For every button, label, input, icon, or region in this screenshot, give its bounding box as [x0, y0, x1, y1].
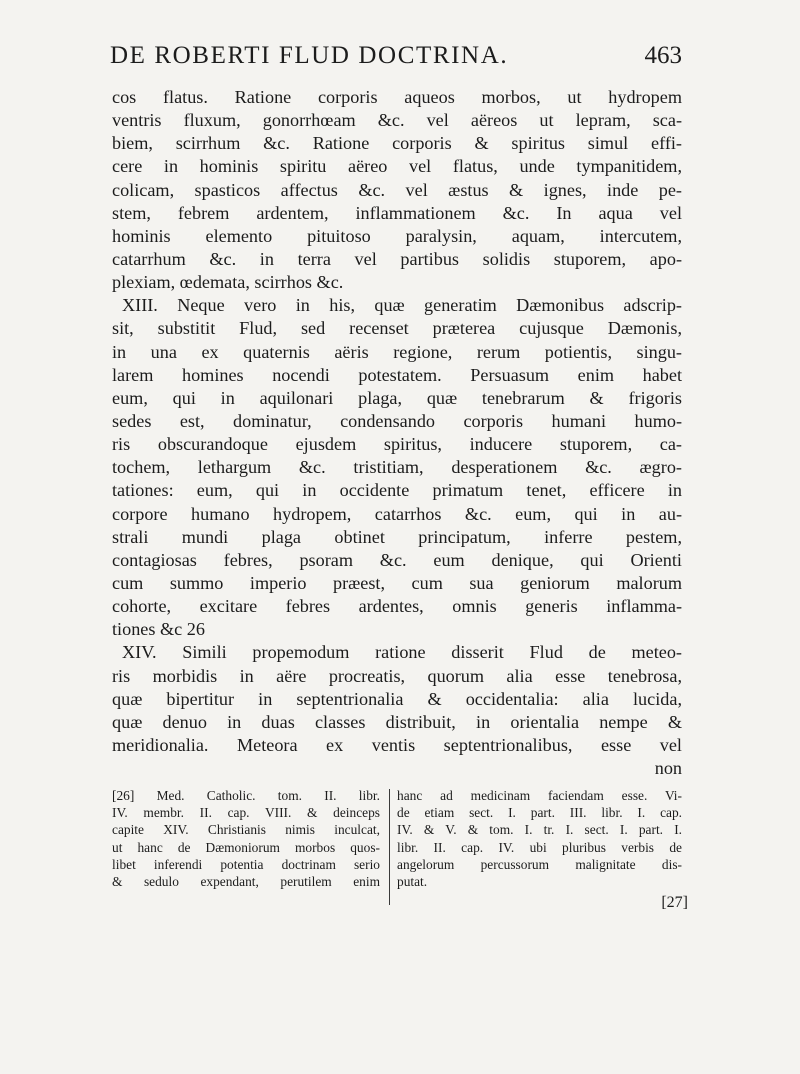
footnote-line: hanc ad medicinam faciendam esse. Vi- [397, 788, 682, 803]
text-line: tochem, lethargum &c. tristitiam, desperationem &c. ægro- [112, 457, 682, 478]
text-line: sit, substitit Flud, sed recenset præterea cujusque Dæmonis, [112, 318, 682, 339]
text-line: in una ex quaternis aëris regione, rerum potientis, singu- [112, 341, 682, 362]
text-line: plexiam, œdemata, scirrhos &c. [112, 272, 344, 293]
text-line: colicam, spasticos affectus &c. vel æstus & ignes, inde pe- [112, 179, 682, 200]
footnote-line: de etiam sect. I. part. III. libr. I. cap. [397, 805, 682, 821]
text-line: catarrhum &c. in terra vel partibus solidis stuporem, apo- [112, 248, 682, 269]
footnote-line: IV. membr. II. cap. VIII. & deinceps [112, 805, 380, 821]
text-line: cum summo imperio præest, cum sua geniorum malorum [112, 572, 682, 593]
text-line: non [654, 758, 682, 779]
footnote-line: [26] Med. Catholic. tom. II. libr. [112, 788, 380, 803]
footnote-line: libet inferendi potentia doctrinam serio [112, 856, 380, 872]
section-start-xiii: XIII. Neque vero in his, quæ generatim Dæmonibus adscrip- [122, 295, 682, 316]
page-number: 463 [644, 42, 682, 69]
text-line: ris morbidis in aëre procreatis, quorum alia esse tenebrosa, [112, 665, 682, 686]
footnote-line: capite XIV. Christianis nimis inculcat, [112, 822, 380, 838]
text-line: tationes: eum, qui in occidente primatum tenet, efficere in [112, 480, 682, 501]
text-line: eum, qui in aquilonari plaga, quæ tenebrarum & frigoris [112, 387, 682, 408]
text-line: biem, scirrhum &c. Ratione corporis & spiritus simul effi- [112, 133, 682, 154]
column-divider [389, 789, 390, 905]
footnote-column-right [397, 787, 682, 890]
text-line: stem, febrem ardentem, inflammationem &c. In aqua vel [112, 202, 682, 223]
text-line: strali mundi plaga obtinet principatum, inferre pestem, [112, 526, 682, 547]
running-title: DE ROBERTI FLUD DOCTRINA. [110, 42, 509, 69]
text-line: ventris fluxum, gonorrhœam &c. vel aëreos ut lepram, sca- [112, 110, 682, 131]
text-line: ris obscurandoque ejusdem spiritus, inducere stuporem, ca- [112, 434, 682, 455]
text-line: cere in hominis spiritu aëreo vel flatus, unde tympanitidem, [112, 156, 682, 177]
footnotes [112, 787, 682, 927]
footnote-column-left [112, 787, 380, 890]
main-text [112, 86, 682, 780]
catchword: [27] [661, 894, 688, 911]
text-line: quæ denuo in duas classes distribuit, in orientalia nempe & [112, 711, 682, 732]
text-line: tiones &c 26 [112, 619, 205, 640]
footnote-line: & sedulo expendant, perutilem enim [112, 873, 380, 889]
footnote-line: ut hanc de Dæmoniorum morbos quos- [112, 839, 380, 855]
section-start-xiv: XIV. Simili propemodum ratione disserit Flud de meteo- [122, 642, 682, 663]
footnote-line: putat. [397, 873, 428, 889]
footnote-line: IV. & V. & tom. I. tr. I. sect. I. part. I. [397, 822, 682, 838]
text-line: cohorte, excitare febres ardentes, omnis generis inflamma- [112, 596, 682, 617]
text-line: quæ bipertitur in septentrionalia & occidentalia: alia lucida, [112, 688, 682, 709]
text-line: contagiosas febres, psoram &c. eum denique, qui Orienti [112, 549, 682, 570]
text-line: hominis elemento pituitoso paralysin, aquam, intercutem, [112, 225, 682, 246]
text-line: meridionalia. Meteora ex ventis septentrionalibus, esse vel [112, 734, 682, 755]
text-line: corpore humano hydropem, catarrhos &c. eum, qui in au- [112, 503, 682, 524]
text-line: larem homines nocendi potestatem. Persuasum enim habet [112, 364, 682, 385]
text-line: sedes est, dominatur, condensando corporis humani humo- [112, 410, 682, 431]
text-line: cos flatus. Ratione corporis aqueos morbos, ut hydropem [112, 87, 682, 107]
footnote-line: angelorum percussorum malignitate dis- [397, 856, 682, 872]
footnote-line: libr. II. cap. IV. ubi pluribus verbis de [397, 839, 682, 855]
running-head [110, 42, 682, 76]
